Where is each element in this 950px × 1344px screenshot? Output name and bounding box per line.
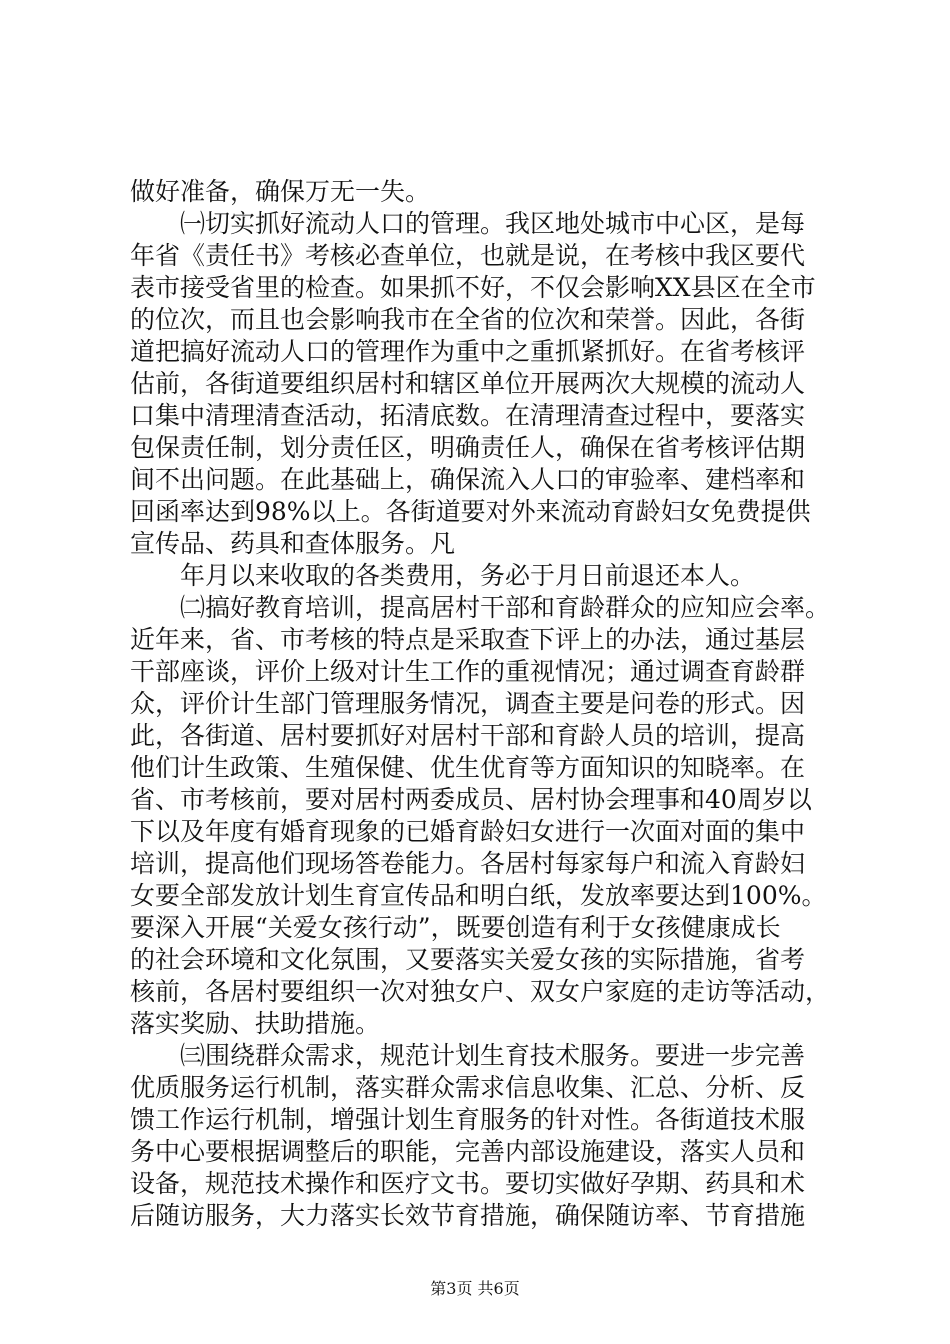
section-heading-2: ㈡搞好教育培训，提高居村干部和育龄群众的应知应会率。	[180, 593, 831, 622]
body-text-line: 下以及年度有婚育现象的已婚育龄妇女进行一次面对面的集中	[130, 817, 806, 846]
body-text-line: 近年来，省、市考核的特点是采取查下评上的办法，通过基层	[130, 625, 806, 654]
body-text-line: 道把搞好流动人口的管理作为重中之重抓紧抓好。在省考核评	[130, 337, 806, 366]
body-text-line: 要深入开展“关爱女孩行动”，既要创造有利于女孩健康成长	[130, 913, 781, 942]
body-text-line: 表市接受省里的检查。如果抓不好，不仅会影响XX县区在全市	[130, 273, 816, 302]
body-text-line: 务中心要根据调整后的职能，完善内部设施建设，落实人员和	[130, 1137, 806, 1166]
section-heading-3: ㈢围绕群众需求，规范计划生育技术服务。要进一步完善	[180, 1041, 806, 1070]
body-text-line: 年月以来收取的各类费用，务必于月日前退还本人。	[180, 561, 756, 590]
body-text-line: 馈工作运行机制，增强计划生育服务的针对性。各街道技术服	[130, 1105, 806, 1134]
body-text-line: 核前，各居村要组织一次对独女户、双女户家庭的走访等活动，	[130, 977, 831, 1006]
body-text-line: 此，各街道、居村要抓好对居村干部和育龄人员的培训，提高	[130, 721, 806, 750]
body-text-line: 众，评价计生部门管理服务情况，调查主要是问卷的形式。因	[130, 689, 806, 718]
body-text-line: 的位次，而且也会影响我市在全省的位次和荣誉。因此，各街	[130, 305, 806, 334]
body-text-line: 回函率达到98%以上。各街道要对外来流动育龄妇女免费提供	[130, 497, 811, 526]
body-text-line: 后随访服务，大力落实长效节育措施，确保随访率、节育措施	[130, 1201, 806, 1230]
body-text-line: 口集中清理清查活动，拓清底数。在清理清查过程中，要落实	[130, 401, 806, 430]
body-text-line: 年省《责任书》考核必查单位，也就是说，在考核中我区要代	[130, 241, 806, 270]
body-text-line: 他们计生政策、生殖保健、优生优育等方面知识的知晓率。在	[130, 753, 806, 782]
body-text-line: 省、市考核前，要对居村两委成员、居村协会理事和40周岁以	[130, 785, 812, 814]
body-text-line: 落实奖励、扶助措施。	[130, 1009, 381, 1038]
body-text-line: 宣传品、药具和查体服务。凡	[130, 529, 456, 558]
body-text-line: 估前，各街道要组织居村和辖区单位开展两次大规模的流动人	[130, 369, 806, 398]
body-text-line: 优质服务运行机制，落实群众需求信息收集、汇总、分析、反	[130, 1073, 806, 1102]
body-text-line: 培训，提高他们现场答卷能力。各居村每家每户和流入育龄妇	[130, 849, 806, 878]
body-text-line: 女要全部发放计划生育宣传品和明白纸，发放率要达到100%。	[130, 881, 827, 910]
body-text-line: 的社会环境和文化氛围，又要落实关爱女孩的实际措施，省考	[130, 945, 806, 974]
body-text-line: 干部座谈，评价上级对计生工作的重视情况；通过调查育龄群	[130, 657, 806, 686]
page-number-footer: 第3页 共6页	[430, 1279, 520, 1298]
body-text-line: 设备，规范技术操作和医疗文书。要切实做好孕期、药具和术	[130, 1169, 806, 1198]
body-text-line: 做好准备，确保万无一失。	[130, 177, 431, 206]
body-text-line: 间不出问题。在此基础上，确保流入人口的审验率、建档率和	[130, 465, 806, 494]
body-text-line: 包保责任制，划分责任区，明确责任人，确保在省考核评估期	[130, 433, 806, 462]
section-heading-1: ㈠切实抓好流动人口的管理。我区地处城市中心区，是每	[180, 209, 806, 238]
